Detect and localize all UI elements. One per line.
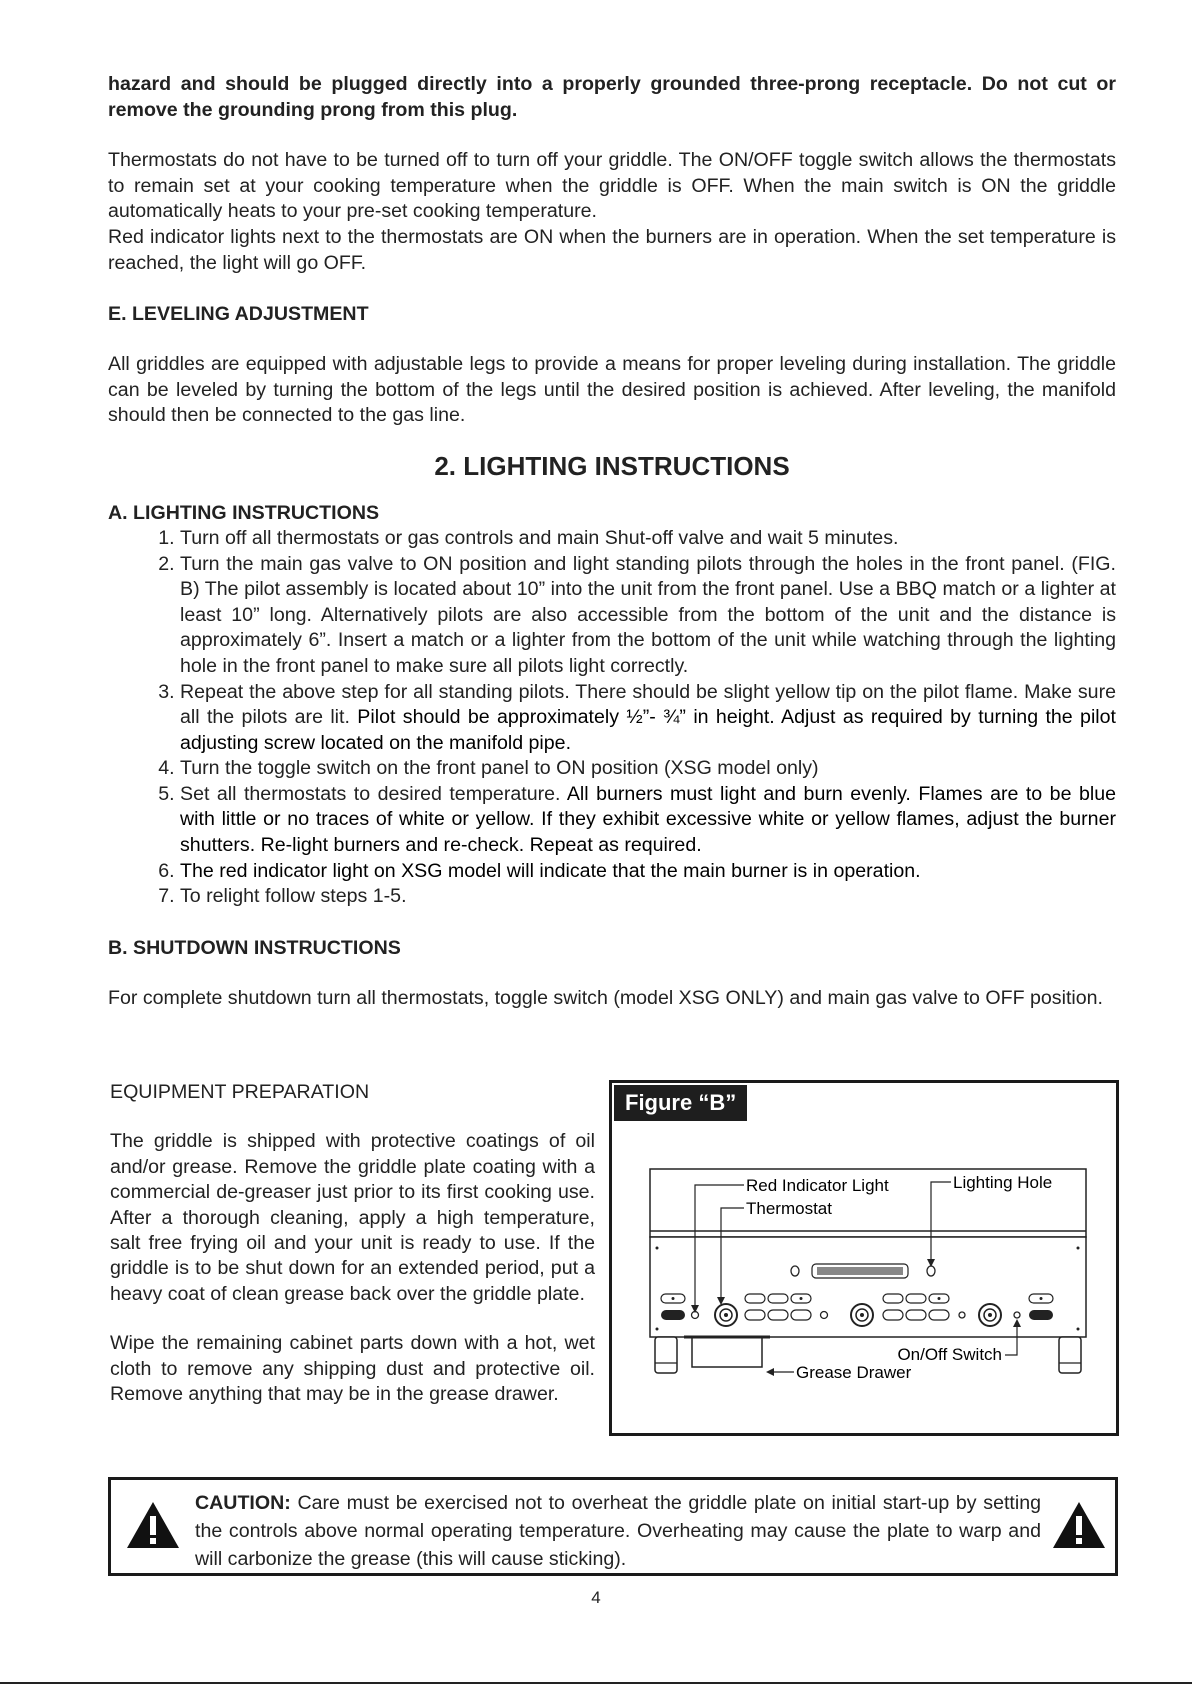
equipment-paragraph-2: Wipe the remaining cabinet parts down with a hot, wet cloth to remove any shipping dust and protective oil. Remove anything that may be in the grease drawer. (110, 1332, 595, 1406)
step-item: 2. Turn the main gas valve to ON position and light standing pilots through the holes in the front panel. (FIG. B) The pilot assembly is located about 10” into the unit from the front panel. Use a BBQ match or a lighter at least 10” long. Alternatively pilots are also accessible from the bottom of the unit and the distance is approximately 6”. Insert a match or a lighter from the bottom of the unit while watching through the lighting hole in the front panel to make sure all pilots light correctly. (180, 552, 1116, 680)
griddle-diagram (612, 1083, 1116, 1433)
bottom-rule (0, 1682, 1192, 1684)
label-red-indicator: Red Indicator Light (746, 1176, 889, 1195)
warning-triangle-icon (125, 1500, 181, 1550)
grounding-warning: hazard and should be plugged directly into a properly grounded three-prong receptacle. Do not cut or remove the grounding prong from this plug. (108, 73, 1116, 121)
lighting-title: 2. LIGHTING INSTRUCTIONS (434, 450, 790, 481)
thermostat-paragraph: Thermostats do not have to be turned off to turn off your griddle. The ON/OFF toggle switch allows the thermostats to remain set at your cooking temperature when the griddle is OFF. When the main switch is ON the griddle automatically heats to your pre-set cooking temperature. (108, 149, 1116, 223)
caution-text: CAUTION: Care must be exercised not to overheat the griddle plate on initial start-up by setting the controls above normal operating temperature. Overheating may cause the plate to warp and will carbonize the grease (this will cause sticking). (195, 1492, 1041, 1570)
shutdown-heading: B. SHUTDOWN INSTRUCTIONS (108, 936, 401, 959)
page-number: 4 (591, 1588, 601, 1607)
caution-box (108, 1477, 1118, 1576)
equipment-heading: EQUIPMENT PREPARATION (110, 1081, 370, 1103)
step-item: 1. Turn off all thermostats or gas controls and main Shut-off valve and wait 5 minutes. (180, 526, 1116, 552)
step-item: 5. Set all thermostats to desired temperature. All burners must light and burn evenly. Flames are to be blue with little or no traces of white or yellow. If they exhibit excessive white or yellow flames, adjust the burner shutters. Re-light burners and re-check. Repeat as required. (180, 782, 1116, 859)
shutdown-paragraph: For complete shutdown turn all thermostats, toggle switch (model XSG ONLY) and main gas valve to OFF position. (108, 986, 1103, 1009)
figure-tag: Figure “B” (614, 1085, 747, 1121)
label-lighting-hole: Lighting Hole (953, 1173, 1053, 1192)
step-item: 6. The red indicator light on XSG model will indicate that the main burner is in operation. (180, 859, 1116, 885)
warning-triangle-icon (1051, 1500, 1107, 1550)
leg (1059, 1337, 1081, 1373)
indicator-paragraph: Red indicator lights next to the thermostats are ON when the burners are in operation. When the set temperature is reached, the light will go OFF. (108, 225, 1116, 274)
step-item: 3. Repeat the above step for all standing pilots. There should be slight yellow tip on the pilot flame. Make sure all the pilots are lit. Pilot should be approximately ½”- ¾” in height. Adjust as required by turning the pilot adjusting screw located on the manifold pipe. (180, 680, 1116, 757)
leg (655, 1337, 677, 1373)
label-grease-drawer: Grease Drawer (796, 1363, 912, 1382)
leveling-paragraph: All griddles are equipped with adjustable legs to provide a means for proper leveling during installation. The griddle can be leveled by turning the bottom of the legs until the desired position is achieved. After leveling, the manifold should then be connected to the gas line. (108, 353, 1116, 427)
page-content (108, 72, 1116, 1011)
grease-drawer (692, 1337, 762, 1367)
caution-label: CAUTION: (195, 1492, 291, 1514)
equipment-preparation (110, 1080, 595, 1407)
label-on-off: On/Off Switch (897, 1345, 1002, 1364)
front-panel (650, 1237, 1086, 1337)
figure-b (609, 1080, 1119, 1436)
step-item: 4. Turn the toggle switch on the front panel to ON position (XSG model only) (180, 756, 1116, 782)
lighting-steps (108, 526, 1116, 910)
leveling-heading: E. LEVELING ADJUSTMENT (108, 303, 369, 326)
label-thermostat: Thermostat (746, 1199, 832, 1218)
equipment-paragraph-1: The griddle is shipped with protective coatings of oil and/or grease. Remove the griddle plate coating with a commercial de-greaser just prior to its first cooking use. After a thorough cleaning, apply a high temperature, salt free frying oil and your unit is ready to use. If the griddle is to be shut down for an extended period, put a heavy coat of clean grease back over the griddle plate. (110, 1130, 595, 1305)
step-item: 7. To relight follow steps 1-5. (180, 884, 1116, 910)
lighting-subheading: A. LIGHTING INSTRUCTIONS (108, 501, 380, 524)
